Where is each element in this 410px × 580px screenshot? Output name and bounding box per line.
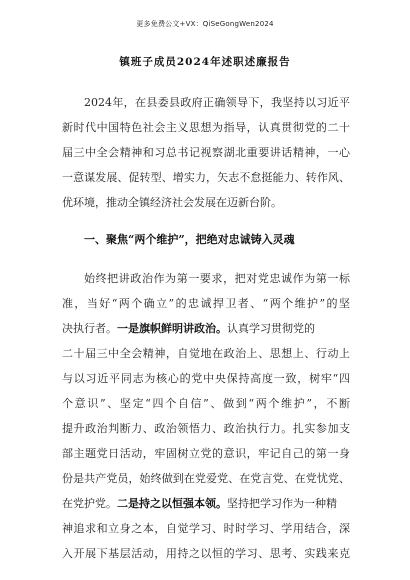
paragraph-line: 提升政治判断力、政治领悟力、政治执行力。扎实参加支 <box>62 422 350 435</box>
paragraph-line: 届三中全会精神和习总书记视察湖北重要讲话精神，一心 <box>62 146 350 159</box>
paragraph-line: 始终把讲政治作为第一要求，把对党忠诚作为第一标 <box>84 272 350 285</box>
paragraph-line: 二十届三中全会精神，自觉地在政治上、思想上、行动上 <box>62 347 350 360</box>
paragraph-line: 份是共产党员，始终做到在党爱党、在党言党、在党忧党、 <box>62 472 350 485</box>
paragraph-line: 2024年，在县委县政府正确领导下，我坚持以习近平 <box>84 96 350 109</box>
paragraph-line: 优环境，推动全镇经济社会发展在迈新台阶。 <box>62 196 282 209</box>
header-note: 更多免费公文+VX：QiSeGongWen2024 <box>136 20 274 28</box>
bold-lead: 一是旗帜鲜明讲政治。 <box>117 322 227 335</box>
bold-lead: 二是持之以恒强本领。 <box>117 497 227 510</box>
document-title: 镇班子成员2024年述职述廉报告 <box>119 56 291 68</box>
text-run: 认真学习贯彻党的 <box>227 322 315 335</box>
paragraph-line: 一意谋发展、促转型、增实力，矢志不怠挺能力、转作风、 <box>62 171 350 184</box>
text-run: 在党护党。 <box>62 497 117 510</box>
paragraph-line: 与以习近平同志为核心的党中央保持高度一致，树牢“四 <box>62 372 350 385</box>
text-run: 决执行者。 <box>62 322 117 335</box>
paragraph-line: 入开展下基层活动，用持之以恒的学习、思考、实践来克 <box>62 547 350 560</box>
paragraph-line: 个意识”、坚定“四个自信”、做到“两个维护”，不断 <box>62 397 350 410</box>
paragraph-line: 部主题党日活动，牢固树立党的意识，牢记自己的第一身 <box>62 447 350 460</box>
paragraph-line: 准，当好“两个确立”的忠诚捍卫者、“两个维护”的坚 <box>62 297 350 310</box>
text-run: 坚持把学习作为一种精 <box>227 497 337 510</box>
paragraph-line <box>62 497 350 511</box>
section-heading: 一、聚焦“两个维护”，把绝对忠诚铸入灵魂 <box>84 233 295 246</box>
paragraph-line: 新时代中国特色社会主义思想为指导，认真贯彻党的二十 <box>62 121 350 134</box>
paragraph-line <box>62 322 350 336</box>
paragraph-line: 神追求和立身之本，自觉学习、时时学习、学用结合，深 <box>62 522 350 535</box>
